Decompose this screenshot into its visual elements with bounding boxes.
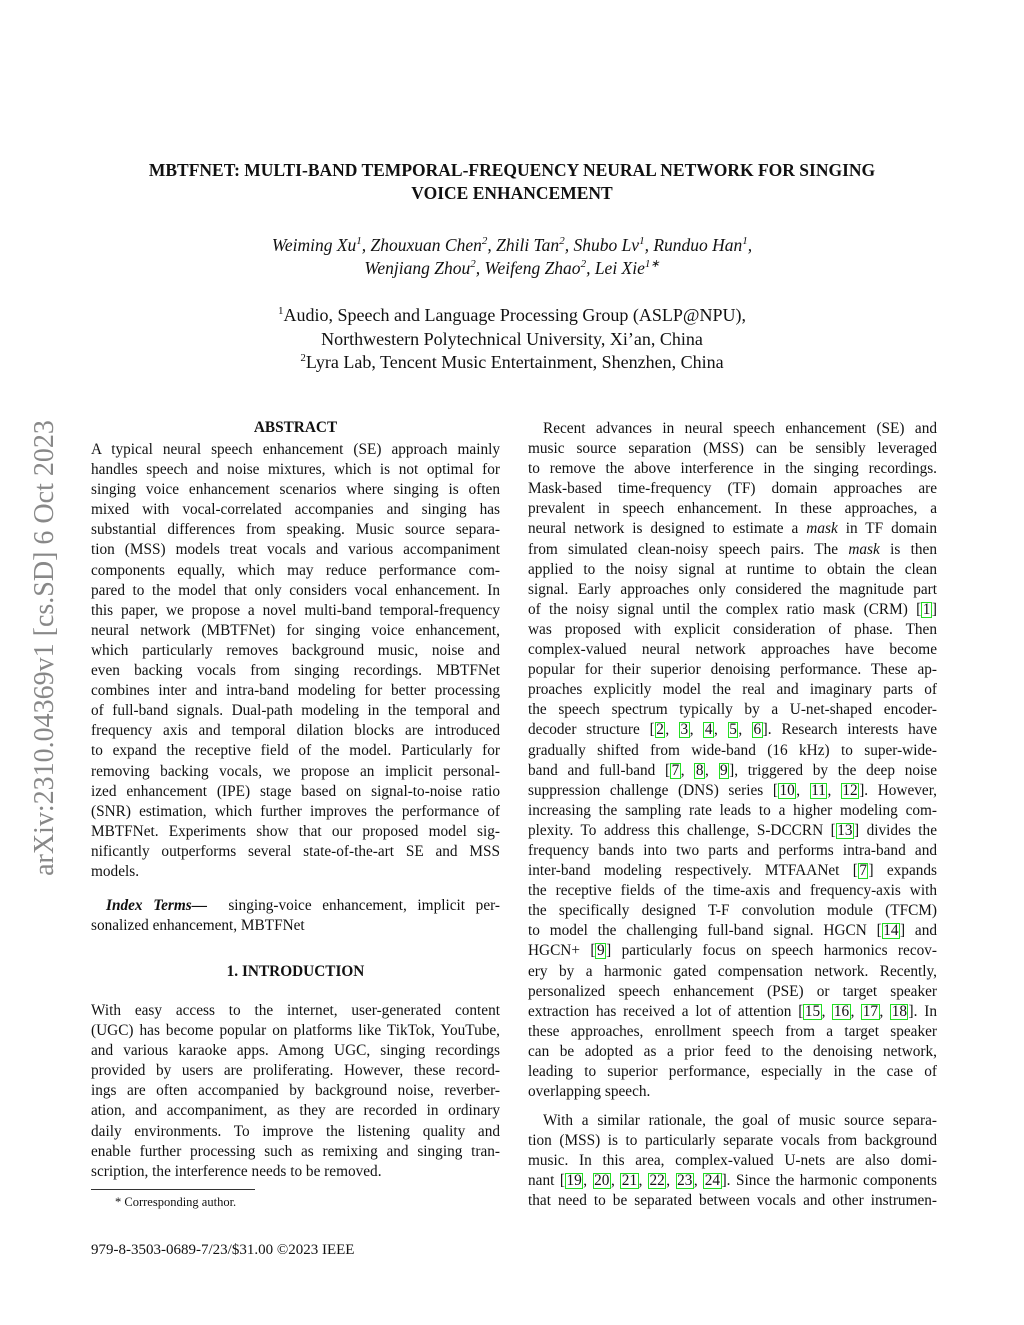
emphasis: mask <box>806 520 838 538</box>
author-name: Weifeng Zhao <box>484 258 581 278</box>
intro-text <box>91 1001 500 1182</box>
text-line: suppression challenge (DNS) series [10, 11, 12]. However, <box>528 781 937 799</box>
affiliations <box>0 304 1024 375</box>
text-line: of full-band signals. Dual-path modeling in the temporal and <box>91 702 500 720</box>
citation-link[interactable]: 3 <box>680 721 689 739</box>
text-line: the receptive fields of the time-axis and frequency-axis with <box>528 882 937 900</box>
affiliation-mark: 1 <box>277 305 284 317</box>
author-line: Weiming Xu$^1$, Zhouxuan Chen$^2$, Zhili Tan$^2$, Shubo Lv$^1$, Runduo Han$^1$, <box>271 235 753 255</box>
author-affiliation-mark: 2 <box>580 258 587 271</box>
citation-link[interactable]: 21 <box>621 1172 638 1190</box>
text-line: and various karaoke apps. Among UGC, singing recordings <box>91 1042 500 1060</box>
citation-link[interactable]: 12 <box>842 781 858 799</box>
text-line: to expand the receptive field of the model. Particularly for <box>91 742 500 760</box>
text-line: ation, and accompaniment, as they are recorded in ordinary <box>91 1102 500 1120</box>
affiliation-line <box>0 304 1024 328</box>
intro-heading: 1. INTRODUCTION <box>226 963 365 980</box>
citation-link[interactable]: 8 <box>695 761 704 779</box>
citation-link[interactable]: 14 <box>883 922 899 940</box>
affiliation-line <box>0 351 1024 375</box>
text-line: singing voice enhancement scenarios where singing is often <box>91 481 500 499</box>
text-line: leading to superior performance, especially in the case of <box>528 1063 937 1080</box>
citation-link[interactable]: 18 <box>891 1002 907 1020</box>
text-line: complex-valued neural network approaches have become <box>528 641 937 659</box>
author-name: Zhili Tan <box>496 235 560 255</box>
text-line: personalized speech enhancement (PSE) or target speaker <box>528 982 937 1000</box>
index-terms-label: Index Terms— <box>106 897 208 914</box>
text-line: enable further processing such as remixing and singing tran- <box>91 1142 500 1160</box>
text-line: components equally, which may reduce performance com- <box>91 561 500 579</box>
text-line: decoder structure [2, 3, 4, 5, 6]. Research interests have <box>528 721 938 739</box>
text-line: With a similar rationale, the goal of music source separa- <box>543 1112 937 1129</box>
text-line: extraction has received a lot of attention [15, 16, 17, 18]. In <box>528 1002 937 1020</box>
citation-link[interactable]: 9 <box>596 942 605 960</box>
text-line: scription, the interference needs to be removed. <box>91 1162 382 1180</box>
text-line: ings are often accompanied by background noise, reverber- <box>91 1082 500 1100</box>
text-line: that need to be separated between vocals and other instrumen- <box>528 1192 937 1210</box>
text-line: provided by users are proliferating. However, these record- <box>91 1062 500 1080</box>
citation-link[interactable]: 7 <box>859 862 867 880</box>
intro-paragraph-right-1 <box>528 419 937 1102</box>
text-line: was proposed with explicit consideration of phase. Then <box>528 620 937 638</box>
citation-link[interactable]: 1 <box>922 600 931 618</box>
text-line: prevalent in speech enhancement. In these approaches, a <box>528 500 937 518</box>
text-line: inter-band modeling respectively. MTFAANet [7] expands <box>528 862 937 880</box>
author-affiliation-mark: 1 <box>639 235 645 248</box>
emphasis: mask <box>848 540 880 558</box>
citation-link[interactable]: 23 <box>677 1172 693 1190</box>
abstract-text <box>91 440 500 882</box>
author-affiliation-mark: 1 <box>742 235 748 248</box>
citation-link[interactable]: 10 <box>779 781 795 799</box>
text-line: mixed with vocal-correlated accompanies and singing has <box>91 501 500 519</box>
author-affiliation-mark: 2 <box>559 235 565 248</box>
affiliation-line <box>0 328 1024 352</box>
text-line: removing backing vocals, we propose an implicit personal- <box>91 762 500 780</box>
text-line: tion (MSS) is to particularly separate vocals from background <box>528 1132 937 1150</box>
text-line: tion (MSS) models treat vocals and various accompaniment <box>91 541 500 559</box>
citation-link[interactable]: 16 <box>833 1002 850 1020</box>
affiliation-mark: 2 <box>300 352 306 364</box>
citation-link[interactable]: 5 <box>729 721 737 739</box>
copyright-footer: 979-8-3503-0689-7/23/$31.00 ©2023 IEEE <box>91 1242 355 1258</box>
intro-paragraph-right-2 <box>528 1111 937 1211</box>
text-line: MBTFNet. Experiments show that our proposed model sig- <box>91 822 500 840</box>
text-line: to remove the above interference in the singing recordings. <box>528 460 937 478</box>
text-line: music. In this area, complex-valued U-nets are also domi- <box>528 1152 937 1170</box>
author-name: Wenjiang Zhou <box>364 258 471 278</box>
footnote-rule <box>91 1189 255 1190</box>
citation-link[interactable]: 6 <box>753 721 762 739</box>
text-line: handles speech and noise mixtures, which is not optimal for <box>91 461 500 479</box>
paper-title: MBTFNET: MULTI-BAND TEMPORAL-FREQUENCY NEURAL NETWORK FOR SINGING VOICE ENHANCEMENT <box>148 160 876 203</box>
citation-link[interactable]: 7 <box>671 761 680 779</box>
author-name: Runduo Han <box>653 235 743 255</box>
text-line: popular for their superior denoising performance. These ap- <box>528 661 937 679</box>
text-line: gradually shifted from wide-band (16 kHz) to super-wide- <box>528 741 937 759</box>
author-line: Wenjiang Zhou$^2$, Weifeng Zhao$^2$, Lei Xie$^{1∗}$ <box>364 258 660 278</box>
text-line: With easy access to the internet, user-generated content <box>91 1002 500 1019</box>
text-line: which particularly removes background music, noise and <box>91 641 500 659</box>
abstract-heading: ABSTRACT <box>253 419 338 436</box>
text-line: models. <box>91 862 140 880</box>
text-line: the specifically designed T-F convolution module (TFCM) <box>528 902 937 920</box>
text-line: frequency bands into two parts and performs intra-band and <box>528 841 937 859</box>
author-name: Lei Xie <box>594 258 645 278</box>
text-line: applied to the noisy signal at runtime to obtain the clean <box>528 560 937 578</box>
author-name: Zhouxuan Chen <box>370 235 482 255</box>
arxiv-stamp: arXiv:2310.04369v1 [cs.SD] 6 Oct 2023 <box>29 420 60 876</box>
text-line: proaches explicitly model the real and imaginary parts of <box>528 681 937 699</box>
author-list <box>0 234 1024 280</box>
text-line: daily environments. To improve the listening quality and <box>91 1122 500 1140</box>
citation-link[interactable]: 20 <box>594 1172 610 1190</box>
text-line: this paper, we propose a novel multi-band temporal-frequency <box>91 601 500 619</box>
author-affiliation-mark: 1 <box>356 235 362 248</box>
text-line: increasing the sampling rate leads to a higher modeling com- <box>528 801 937 819</box>
affiliation-text: Northwestern Polytechnical University, Xi’an, China <box>321 328 703 349</box>
text-line: (UGC) has become popular on platforms like TikTok, YouTube, <box>91 1022 500 1040</box>
text-line: ized enhancement (IPE) stage based on signal-to-noise ratio <box>91 782 500 800</box>
index-terms: Index Terms— singing-voice enhancement, implicit per- sonalized enhancement, MBTFNet <box>91 897 500 935</box>
text-line: substantial differences from speaking. Music source separa- <box>91 521 500 539</box>
text-line: neural network (MBTFNet) for singing voice enhancement, <box>91 621 500 639</box>
text-line: can be adopted as a prior feed to the denoising network, <box>528 1042 937 1060</box>
text-line: signal. Early approaches only considered the magnitude part <box>528 580 937 598</box>
citation-link[interactable]: 24 <box>704 1172 721 1190</box>
text-line: of the noisy signal until the complex ratio mask (CRM) [1] <box>528 600 937 618</box>
text-line: ery by a harmonic gated compensation network. Recently, <box>528 962 937 980</box>
affiliation-text: Audio, Speech and Language Processing Group (ASLP@NPU), <box>283 305 746 325</box>
text-line: A typical neural speech enhancement (SE) approach mainly <box>91 441 500 458</box>
citation-link[interactable]: 11 <box>811 781 826 799</box>
citation-link[interactable]: 4 <box>704 721 713 739</box>
text-line: frequency axis and temporal dilation blocks are introduced <box>91 722 500 740</box>
text-line: from simulated clean-noisy speech pairs. The mask is then <box>528 540 937 558</box>
author-name: Shubo Lv <box>573 235 640 255</box>
text-line: HGCN+ [9] particularly focus on speech harmonics recov- <box>528 942 937 960</box>
citation-link[interactable]: 22 <box>649 1172 665 1190</box>
citation-link[interactable]: 2 <box>656 721 664 739</box>
citation-link[interactable]: 13 <box>837 821 853 839</box>
text-line: overlapping speech. <box>528 1083 651 1101</box>
text-line: music source separation (MSS) can be sensibly leveraged <box>528 440 937 458</box>
text-line: these approaches, enrollment speech from a target speaker <box>528 1022 937 1040</box>
text-line: combines inter and intra-band modeling for better processing <box>91 682 500 700</box>
footnote: * Corresponding author. <box>115 1195 237 1209</box>
text-line: Recent advances in neural speech enhancement (SE) and <box>543 420 937 437</box>
text-line: nificantly outperforms several state-of-the-art SE and MSS <box>91 842 500 860</box>
text-line: Mask-based time-frequency (TF) domain approaches are <box>528 480 937 498</box>
text-line: nant [19, 20, 21, 22, 23, 24]. Since the harmonic components <box>528 1172 937 1190</box>
text-line: the speech spectrum typically by a U-net-shaped encoder- <box>528 701 937 719</box>
text-line: neural network is designed to estimate a mask in TF domain <box>528 520 937 538</box>
text-line: band and full-band [7, 8, 9], triggered by the deep noise <box>528 761 937 779</box>
text-line: plexity. To address this challenge, S-DCCRN [13] divides the <box>528 821 937 839</box>
citation-link[interactable]: 15 <box>804 1002 821 1020</box>
author-name: Weiming Xu <box>271 235 357 255</box>
citation-link[interactable]: 9 <box>720 761 728 779</box>
author-affiliation-mark: 2 <box>481 235 488 248</box>
text-line: pared to the model that only considers vocal enhancement. In <box>91 581 500 599</box>
text-line: even backing vocals from singing recordings. MBTFNet <box>91 662 500 680</box>
author-affiliation-mark: 2 <box>470 258 476 271</box>
citation-link[interactable]: 19 <box>566 1172 582 1190</box>
text-line: to model the challenging full-band signal. HGCN [14] and <box>528 922 937 940</box>
citation-link[interactable]: 17 <box>862 1002 879 1020</box>
affiliation-text: Lyra Lab, Tencent Music Entertainment, Shenzhen, China <box>305 352 724 372</box>
text-line: (SNR) estimation, which further improves the performance of <box>91 802 500 820</box>
author-affiliation-mark: 1∗ <box>644 258 660 271</box>
